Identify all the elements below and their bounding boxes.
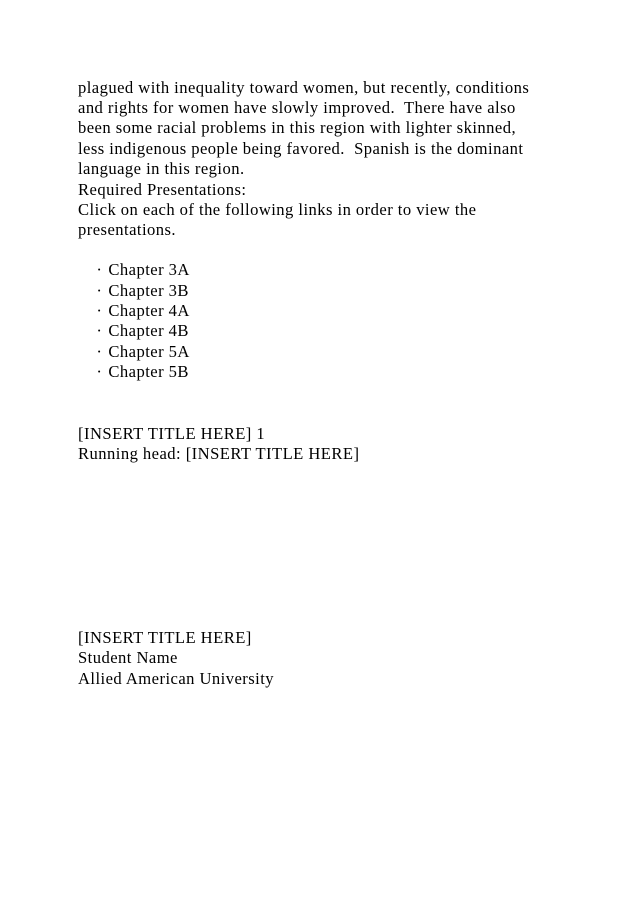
- institution-name: Allied American University: [78, 669, 275, 688]
- student-name: Student Name: [78, 648, 178, 667]
- chapter-link-label: Chapter 4B: [108, 321, 189, 340]
- chapter-link-label: Chapter 4A: [108, 301, 190, 320]
- bullet-dot: ·: [96, 281, 103, 300]
- paragraph-line: and rights for women have slowly improved. There have also: [78, 98, 516, 117]
- required-presentations-heading: Required Presentations:: [78, 180, 247, 199]
- instruction-line: Click on each of the following links in order to view the: [78, 200, 477, 219]
- paragraph-line: plagued with inequality toward women, but recently, conditions: [78, 78, 530, 97]
- paragraph-line: been some racial problems in this region with lighter skinned,: [78, 118, 517, 137]
- paragraph-line: language in this region.: [78, 159, 245, 178]
- chapter-link-label: Chapter 3B: [108, 281, 189, 300]
- chapter-5b-link[interactable]: [78, 342, 189, 402]
- chapter-link-label: Chapter 5B: [108, 362, 189, 381]
- header-title-page-number: [INSERT TITLE HERE] 1: [78, 424, 266, 443]
- running-head: Running head: [INSERT TITLE HERE]: [78, 444, 360, 463]
- bullet-dot: ·: [96, 362, 103, 381]
- chapter-link-label: Chapter 5A: [108, 342, 190, 361]
- bullet-dot: ·: [96, 301, 103, 320]
- bullet-dot: ·: [96, 260, 103, 279]
- chapter-link-label: Chapter 3A: [108, 260, 190, 279]
- paragraph-line: less indigenous people being favored. Spanish is the dominant: [78, 139, 524, 158]
- bullet-dot: ·: [96, 321, 103, 340]
- bullet-dot: ·: [96, 342, 103, 361]
- paper-title: [INSERT TITLE HERE]: [78, 628, 252, 647]
- instruction-line: presentations.: [78, 220, 177, 239]
